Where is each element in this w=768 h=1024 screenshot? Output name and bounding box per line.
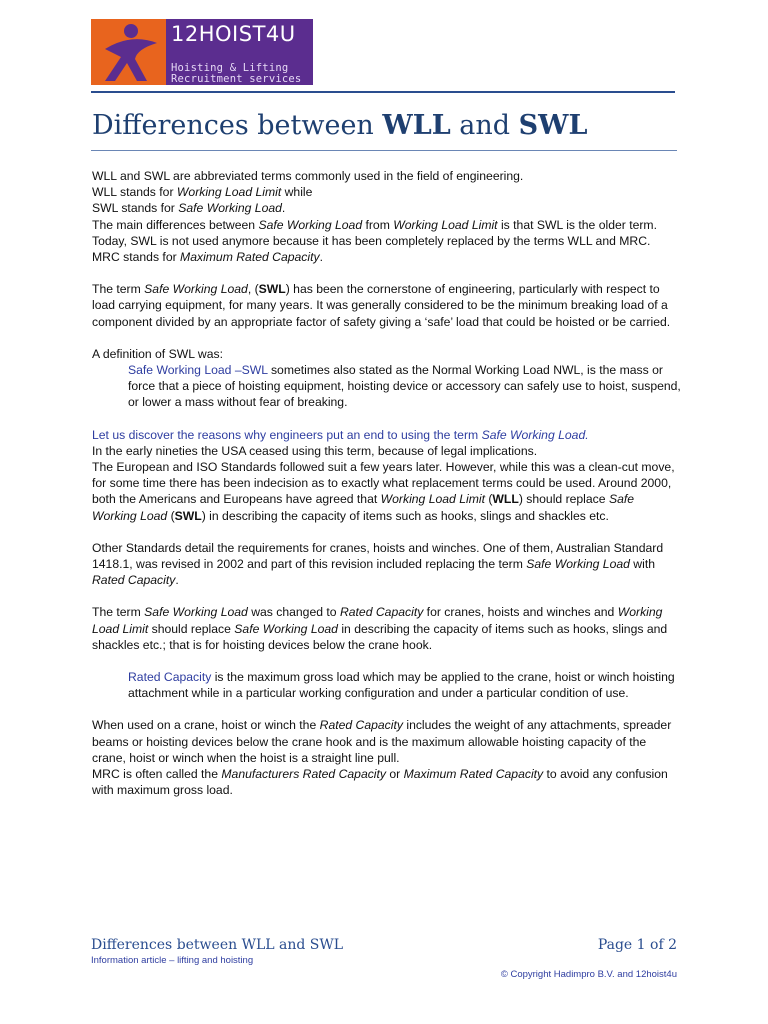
text-run: The main differences between	[92, 217, 259, 232]
text-run: MRC is often called the	[92, 767, 222, 782]
paragraph-other-standards	[92, 540, 682, 589]
paragraph-rated-capacity-change	[92, 604, 682, 653]
text-run: The term	[92, 605, 145, 620]
text-run: is the maximum gross load which may be applied to the crane, hoist or winch hoisting attachment while in a particular working configuration and under a particular condition of use.	[128, 670, 675, 701]
text-run: A definition of SWL was:	[92, 346, 223, 361]
text-run: Rated Capacity	[128, 670, 212, 685]
paragraph-swl-definition	[92, 346, 682, 411]
text-run: Other Standards detail the requirements for cranes, hoists and winches. One of them, Australian Standard 1418.1, was revised in 2002 and part of this revision included replacing the term	[92, 540, 664, 572]
text-run: in describing the capacity of items such as hooks, slings and shackles etc.; that is for hoisting devices below the crane hook.	[92, 621, 668, 652]
text-run: from	[362, 217, 394, 232]
text-run: WLL	[492, 492, 519, 507]
text-run: The European and ISO Standards followed suit a few years later. However, while this was a clean-cut move, for some time there has been indecision as to exactly what replacement terms could be used. Around 2000, both the Americans and Europeans have agreed that	[92, 460, 675, 507]
text-run: Working Load Limit	[92, 605, 663, 636]
text-run: Rated Capacity	[339, 605, 424, 620]
text-run: Let us discover the reasons why engineers put an end to using the term	[92, 427, 482, 442]
footer-title: Differences between WLL and SWL	[91, 937, 344, 953]
text-run: WLL and SWL are abbreviated terms commonly used in the field of engineering.	[92, 169, 524, 183]
text-run: .	[319, 250, 323, 265]
text-run: while	[281, 185, 313, 200]
text-run: Safe Working Load	[258, 217, 363, 232]
logo-tagline-2: Recruitment services	[171, 73, 302, 85]
text-run: Safe Working Load –SWL	[128, 363, 268, 378]
text-run: SWL	[258, 282, 286, 297]
paragraph-swl-history	[92, 281, 682, 330]
logo-figure-icon	[91, 19, 171, 85]
text-run: Working Load Limit	[393, 217, 498, 232]
text-run: .	[175, 573, 179, 588]
text-run: is that SWL is the older term. Today, SWL is not used anymore because it has been completely replaced by the terms WLL and MRC.	[92, 217, 657, 248]
footer-copyright: © Copyright Hadimpro B.V. and 12hoist4u	[500, 969, 677, 980]
text-run: was changed to	[247, 605, 340, 620]
title-underline	[91, 150, 677, 151]
text-run: , (	[247, 282, 259, 297]
text-run: Safe Working Load	[144, 605, 248, 620]
title-term-wll: WLL	[382, 110, 451, 141]
text-run: Rated Capacity	[92, 573, 176, 588]
text-run: Safe Working Load	[92, 492, 635, 523]
text-run: MRC stands for	[92, 250, 181, 265]
text-run: Working Load Limit	[380, 492, 485, 507]
text-run: Maximum Rated Capacity	[403, 767, 544, 782]
logo-tagline-1: Hoisting & Lifting	[171, 62, 289, 74]
header-divider	[91, 91, 675, 93]
text-run: should replace	[148, 621, 235, 636]
text-run: The term	[92, 282, 145, 297]
text-run: with	[629, 557, 655, 572]
article-body	[92, 168, 682, 815]
paragraph-rated-capacity-definition	[92, 669, 682, 701]
definition-intro	[92, 347, 223, 361]
text-run: Manufacturers Rated Capacity	[221, 767, 386, 782]
text-run: Safe Working Load.	[481, 427, 589, 442]
text-run: In the early nineties the USA ceased using this term, because of legal implications.	[92, 443, 538, 458]
text-run: or	[386, 767, 404, 782]
text-run: ) should replace	[518, 492, 609, 507]
page-number: Page 1 of 2	[597, 937, 677, 953]
logo-brand-name: 12HOIST4U	[171, 22, 296, 46]
text-run: When used on a crane, hoist or winch the	[92, 718, 320, 733]
footer-info: Information article – lifting and hoisting	[91, 955, 254, 966]
paragraph-definitions	[92, 168, 682, 265]
text-run: SWL stands for	[92, 201, 179, 216]
page-title	[92, 110, 587, 141]
paragraph-reasons	[92, 427, 682, 524]
text-run: WLL stands for	[92, 185, 177, 200]
title-term-swl: SWL	[518, 110, 588, 141]
text-run: for cranes, hoists and winches and	[423, 605, 618, 620]
text-run: Safe Working Load	[526, 557, 630, 572]
text-run: (	[484, 492, 493, 507]
text-run: ) in describing the capacity of items such as hooks, slings and shackles etc.	[201, 508, 609, 523]
company-logo	[91, 19, 313, 85]
definition-quote	[92, 362, 682, 411]
text-run: (	[167, 508, 175, 523]
text-run: Safe Working Load	[144, 282, 248, 297]
text-run: includes the weight of any attachments, spreader beams or hoisting devices below the crane hook and is the maximum allowable hoisting capacity of the crane, hoist or winch when the hoist is a straight line pull.	[92, 718, 672, 765]
title-middle: and	[450, 110, 519, 141]
text-run: ) has been the cornerstone of engineering, particularly with respect to load carrying equipment, for many years. It was generally considered to be the minimum breaking load of a component divided by an appropriate factor of safety giving a ‘safe’ load that could be hoisted or be carried.	[92, 282, 671, 329]
text-run: Rated Capacity	[319, 718, 403, 733]
title-prefix: Differences between	[92, 110, 383, 141]
text-run: SWL	[174, 508, 202, 523]
text-run: Safe Working Load	[234, 621, 338, 636]
text-run: .	[281, 201, 286, 216]
text-run: sometimes also stated as the Normal Working Load NWL, is the mass or force that a piece of hoisting equipment, hoisting device or accessory can safely use to hoist, suspend, or lower a mass without fear of breaking.	[128, 363, 681, 410]
text-run: to avoid any confusion with maximum gross load.	[92, 767, 668, 798]
paragraph-crane-usage	[92, 717, 682, 798]
text-run: Safe Working Load	[178, 201, 282, 216]
text-run: Working Load Limit	[176, 185, 282, 200]
text-run: Maximum Rated Capacity	[180, 250, 320, 265]
